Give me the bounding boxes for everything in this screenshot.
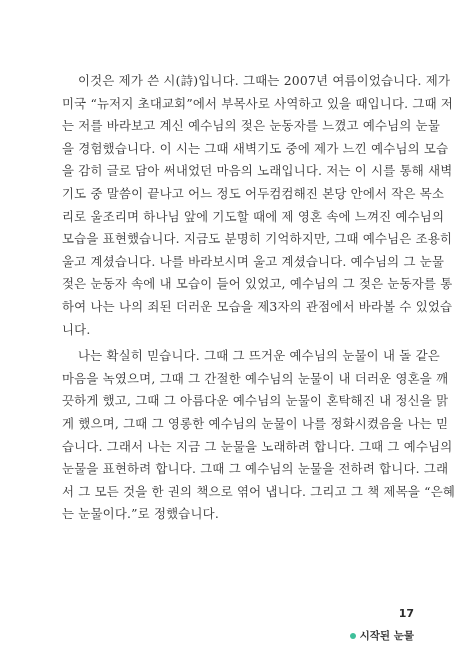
text-line: 니다. [62, 321, 91, 337]
text-line: 하여 나는 나의 죄된 더러운 모습을 제3자의 관점에서 바라볼 수 있었습 [62, 298, 453, 314]
bullet-dot-icon [350, 633, 356, 639]
text-line: 이것은 제가 쓴 시(詩)입니다. 그때는 2007년 여름이었습니다. 제가 [78, 73, 451, 88]
text-line: 게 했으며, 그때 그 영롱한 예수님의 눈물이 나를 정화시켰음을 나는 믿 [62, 415, 449, 431]
text-line: 끗하게 했고, 그때 그 아름다운 예수님의 눈물이 혼탁해진 내 정신을 맑 [62, 393, 449, 409]
body-text [62, 70, 456, 526]
running-footer [350, 628, 414, 643]
text-line: 리로 울조리며 하나님 앞에 기도할 때에 제 영혼 속에 느껴진 예수님의 [62, 208, 445, 224]
chapter-title: 시작된 눈물 [359, 630, 414, 642]
text-line: 울고 계셨습니다. 나를 바라보시며 울고 계셨습니다. 예수님의 그 눈물 [62, 253, 445, 269]
paragraph-1 [62, 70, 454, 341]
paragraph-2 [62, 345, 456, 526]
text-line: 는 저를 바라보고 계신 예수님의 젖은 눈동자를 느꼈고 예수님의 눈물 [62, 118, 440, 134]
text-line: 젖은 눈동자 속에 내 모습이 들어 있었고, 예수님의 그 젖은 눈동자를 통 [62, 276, 453, 292]
text-line: 습니다. 그래서 나는 지금 그 눈물을 노래하려 합니다. 그때 그 예수님의 [62, 438, 453, 454]
text-line: 서 그 모든 것을 한 권의 책으로 엮어 냅니다. 그리고 그 책 제목을 “은혜 [62, 483, 456, 499]
text-line: 을 경험했습니다. 이 시는 그때 새벽기도 중에 제가 느낀 예수님의 모습 [62, 140, 449, 156]
page-number: 17 [398, 607, 414, 620]
text-line: 모습을 표현했습니다. 지금도 분명히 기억하지만, 그때 예수님은 조용히 [62, 231, 453, 247]
text-line: 나는 확실히 믿습니다. 그때 그 뜨거운 예수님의 눈물이 내 돌 같은 [78, 348, 440, 364]
text-line: 미국 “뉴저지 초대교회”에서 부목사로 사역하고 있을 때입니다. 그때 저 [62, 95, 454, 111]
text-line: 눈물을 표현하려 합니다. 그때 그 예수님의 눈물을 전하려 합니다. 그래 [62, 461, 449, 477]
text-line: 기도 중 말씀이 끝나고 어느 정도 어두컴컴해진 본당 안에서 작은 목소 [62, 185, 445, 201]
text-line: 마음을 녹였으며, 그때 그 간절한 예수님의 눈물이 내 더러운 영혼을 깨 [62, 370, 449, 386]
text-line: 는 눈물이다.”로 정했습니다. [62, 506, 219, 522]
text-line: 을 감히 글로 담아 써내었던 마음의 노래입니다. 저는 이 시를 통해 새벽 [62, 163, 453, 179]
